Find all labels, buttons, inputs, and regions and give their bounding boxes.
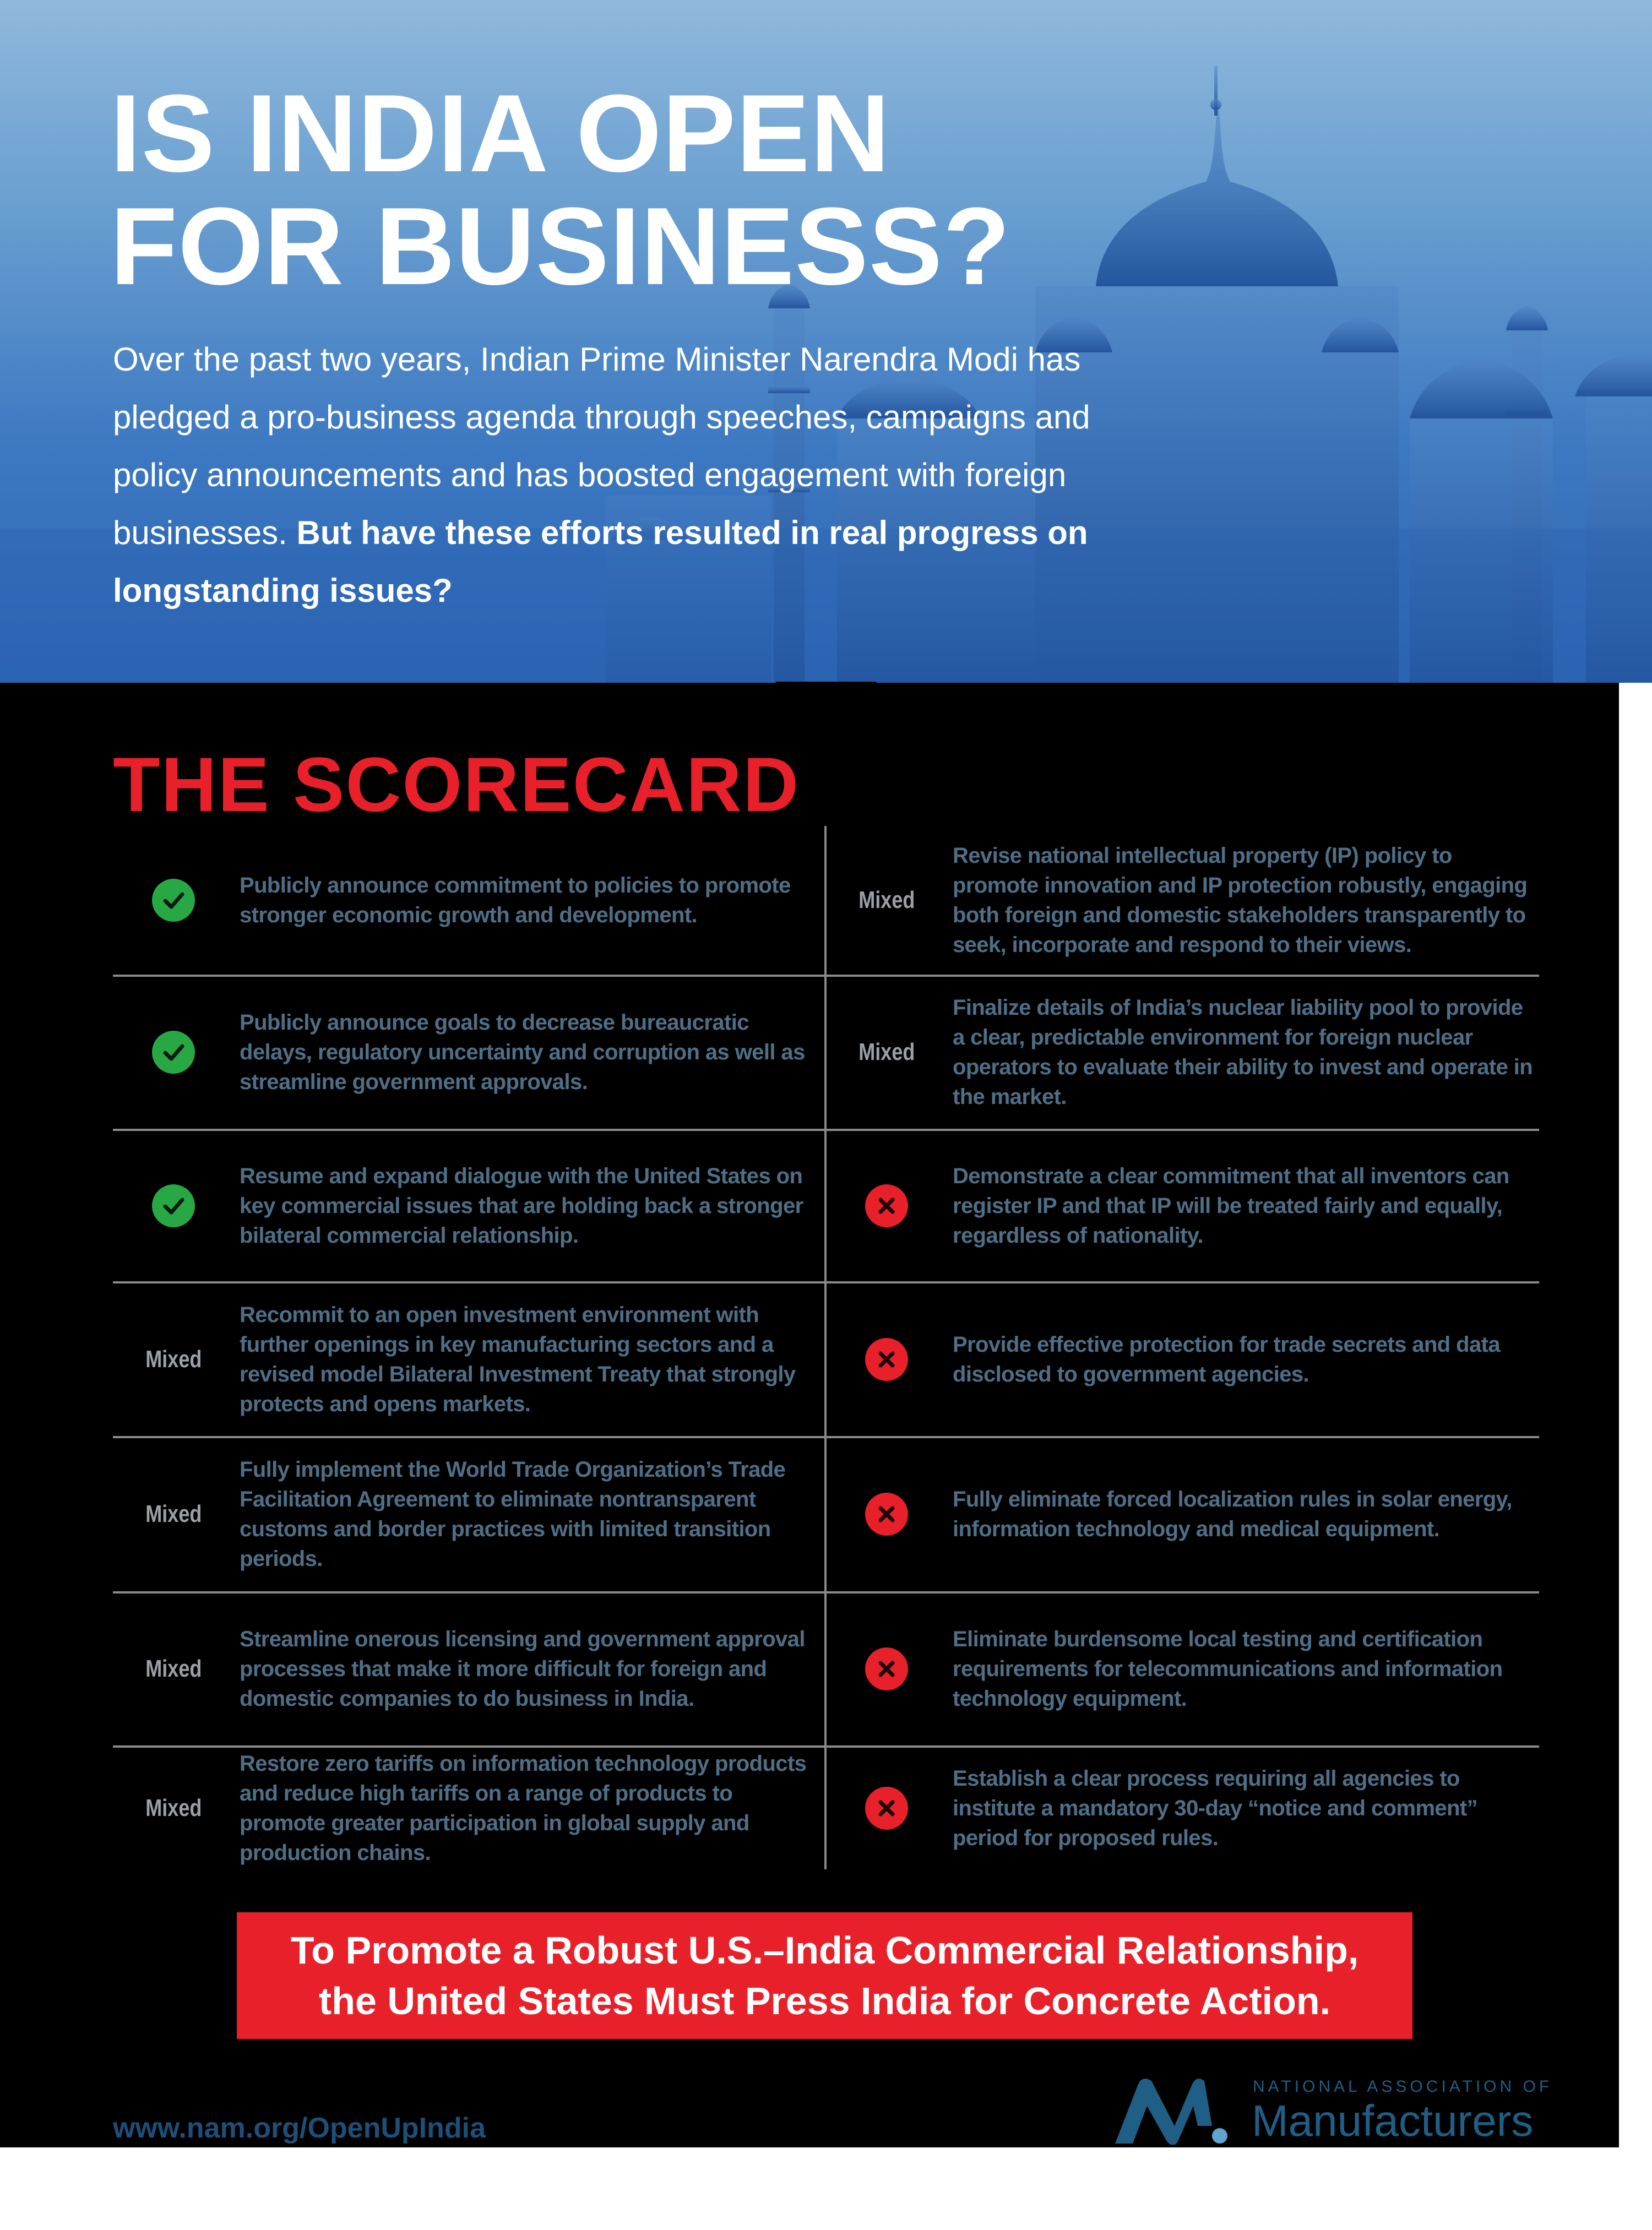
status-marker (107, 1346, 240, 1373)
intro-question: But have these efforts resulted in real progress on longstanding issues? (113, 514, 1088, 609)
status-marker (107, 1500, 240, 1528)
title-line-1: IS INDIA OPEN (110, 72, 890, 195)
scorecard-item-right (820, 1437, 1542, 1591)
x-circle-icon (865, 1493, 908, 1536)
footer-link[interactable]: www.nam.org/OpenUpIndia (113, 2112, 486, 2144)
check-circle-icon (152, 1031, 195, 1074)
status-mixed-label: Mixed (145, 1345, 202, 1373)
scorecard-item-left (107, 976, 823, 1129)
status-mixed-label: Mixed (858, 1038, 915, 1065)
scorecard-item-right (820, 1592, 1542, 1745)
scorecard-item-left (107, 1437, 823, 1591)
x-circle-icon (865, 1647, 908, 1690)
scorecard-item-text: Publicly announce goals to decrease bureaucratic delays, regulatory uncertainty and corruption as well as streamline government approvals. (240, 1010, 805, 1094)
status-mixed-label: Mixed (145, 1655, 202, 1682)
status-marker (820, 1647, 953, 1690)
x-circle-icon (865, 1338, 908, 1381)
scorecard-title: THE SCORECARD (113, 741, 800, 828)
scorecard-item-text: Eliminate burdensome local testing and certification requirements for telecommunications and information technology equipment. (953, 1627, 1503, 1711)
x-circle-icon (865, 1184, 908, 1227)
status-marker (107, 1794, 240, 1822)
scorecard-item-right (820, 976, 1542, 1129)
status-marker (820, 1787, 953, 1830)
title-line-2: FOR BUSINESS? (110, 185, 1011, 308)
scorecard-item-left (107, 1592, 823, 1745)
check-circle-icon (152, 1184, 195, 1227)
scorecard-item-left (107, 1282, 823, 1436)
scorecard-item-text: Provide effective protection for trade secrets and data disclosed to government agencies. (953, 1332, 1500, 1386)
check-circle-icon (152, 879, 195, 922)
scorecard-item-right (820, 826, 1542, 975)
status-marker (107, 879, 240, 922)
nam-logo-mark-icon (1110, 2073, 1228, 2145)
cta-line-2: the United States Must Press India for Concrete Action. (318, 1979, 1331, 2022)
scorecard-item-text: Recommit to an open investment environment with further openings in key manufacturing sectors and a revised model Bilateral Investment Treaty that strongly protects and opens markets. (240, 1302, 796, 1416)
scorecard-item-text: Demonstrate a clear commitment that all inventors can register IP and that IP will be treated fairly and equally, regardless of nationality. (953, 1163, 1509, 1248)
status-marker (107, 1184, 240, 1227)
intro-text: Over the past two years, Indian Prime Minister Narendra Modi has pledged a pro-business agenda through speeches, campaigns and policy announcements and has boosted engagement with foreign businesses. (113, 341, 1090, 551)
scorecard-item-left (107, 826, 823, 975)
scorecard-item-right (820, 1282, 1542, 1436)
scorecard-item-text: Publicly announce commitment to policies to promote stronger economic growth and development. (240, 873, 791, 927)
scorecard-item-text: Finalize details of India’s nuclear liability pool to provide a clear, predictable environment for foreign nuclear operators to evaluate their ability to invest and operate in the market. (953, 996, 1533, 1109)
scorecard-item-text: Revise national intellectual property (IP) policy to promote innovation and IP protection robustly, engaging both foreign and domestic stakeholders transparently to seek, incorporate and respond to their views. (953, 844, 1528, 957)
call-to-action-banner (237, 1912, 1412, 2039)
org-name-line-1: NATIONAL ASSOCIATION OF (1253, 2077, 1553, 2096)
scorecard-item-text: Restore zero tariffs on information technology products and reduce high tariffs on a range of products to promote greater participation in global supply and production chains. (240, 1751, 807, 1865)
status-marker (107, 1031, 240, 1074)
scorecard-item-left (107, 1130, 823, 1281)
nam-logo (1110, 2073, 1553, 2145)
status-marker (820, 1038, 953, 1066)
status-marker (820, 1338, 953, 1381)
status-mixed-label: Mixed (145, 1794, 202, 1821)
scorecard-item-left (107, 1747, 823, 1869)
scorecard-item-right (820, 1130, 1542, 1281)
status-marker (107, 1655, 240, 1683)
scorecard-item-right (820, 1747, 1542, 1869)
x-circle-icon (865, 1787, 908, 1830)
org-name-line-2: Manufacturers (1252, 2096, 1534, 2145)
cta-line-1: To Promote a Robust U.S.–India Commercial Relationship, (290, 1929, 1359, 1972)
scorecard-item-text: Establish a clear process requiring all agencies to institute a mandatory 30-day “notice and comment” period for proposed rules. (953, 1766, 1478, 1850)
scorecard-item-text: Fully eliminate forced localization rules in solar energy, information technology and medical equipment. (953, 1487, 1512, 1541)
scorecard-item-text: Streamline onerous licensing and government approval processes that make it more difficult for foreign and domestic companies to do business in India. (240, 1627, 805, 1711)
status-marker (820, 1493, 953, 1536)
status-marker (820, 886, 953, 914)
status-mixed-label: Mixed (858, 886, 915, 913)
status-mixed-label: Mixed (145, 1500, 202, 1527)
scorecard-item-text: Resume and expand dialogue with the United States on key commercial issues that are holding back a stronger bilateral commercial relationship. (240, 1163, 803, 1248)
scorecard-item-text: Fully implement the World Trade Organization’s Trade Facilitation Agreement to eliminate nontransparent customs and border practices with limited transition periods. (240, 1457, 786, 1571)
status-marker (820, 1184, 953, 1227)
